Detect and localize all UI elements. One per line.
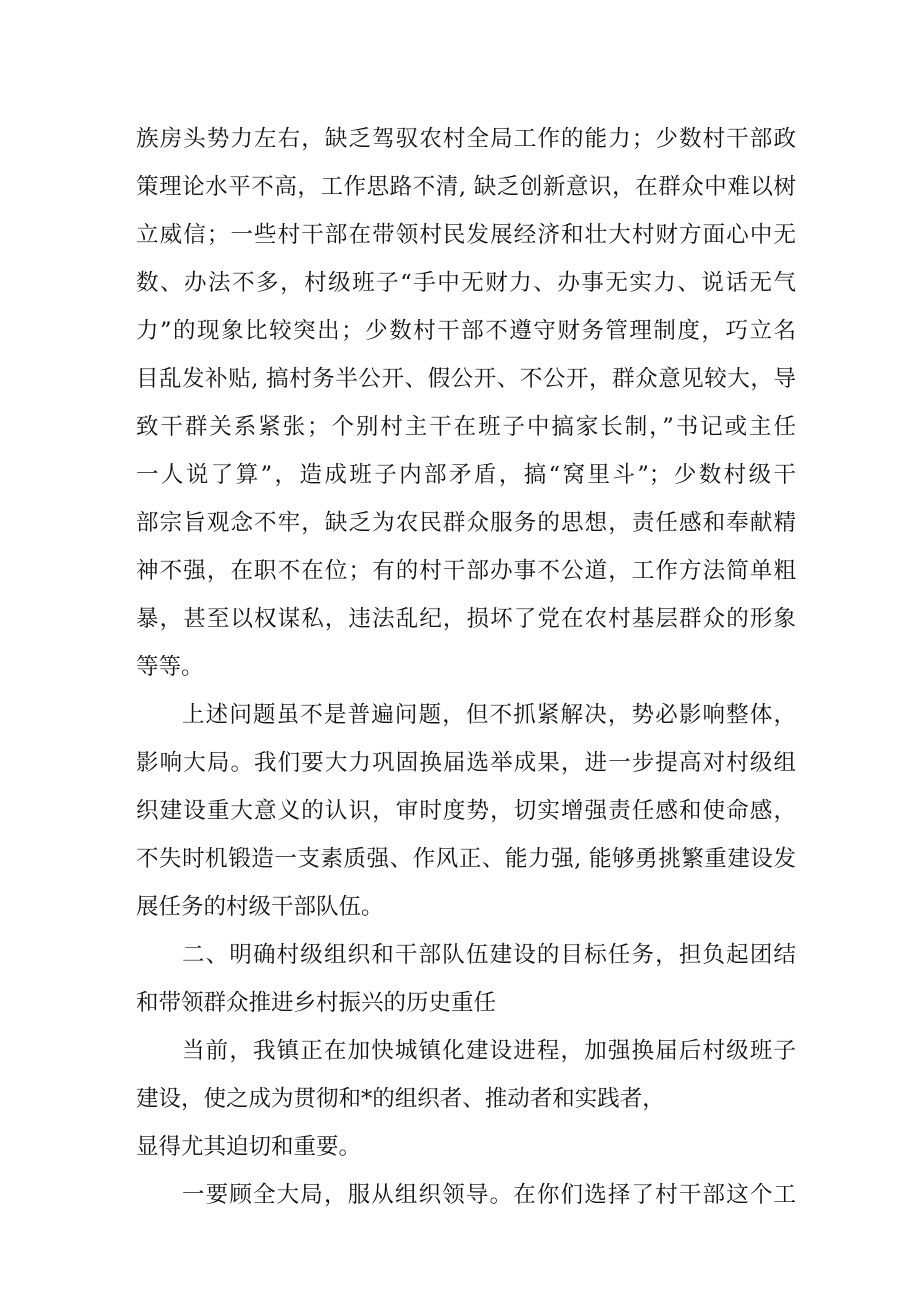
paragraph-line: 目乱发补贴, 搞村务半公开、假公开、不公开，群众意见较大，导 <box>136 366 796 392</box>
paragraph-line: 神不强，在职不在位；有的村干部办事不公道，工作方法简单粗 <box>136 558 796 584</box>
paragraph <box>136 691 796 931</box>
paragraph-line: 立威信；一些村干部在带领村民发展经济和壮大村财方面心中无 <box>136 222 796 248</box>
paragraph-line: 展任务的村级干部队伍。 <box>136 894 384 920</box>
paragraph-continued <box>136 115 796 691</box>
paragraph-line: 数、办法不多，村级班子“手中无财力、办事无实力、说话无气 <box>136 270 796 296</box>
document-body <box>136 115 796 1219</box>
paragraph-line: 等等。 <box>136 654 204 680</box>
paragraph-line: 部宗旨观念不牢，缺乏为农民群众服务的思想，责任感和奉献精 <box>136 510 796 536</box>
paragraph-line: 一人说了算”，造成班子内部矛盾，搞“窝里斗”；少数村级干 <box>136 462 796 488</box>
heading-line: 和带领群众推进乡村振兴的历史重任 <box>136 990 497 1016</box>
paragraph-line: 一要顾全大局，服从组织领导。在你们选择了村干部这个工 <box>182 1182 796 1208</box>
heading-line: 二、明确村级组织和干部队伍建设的目标任务，担负起团结 <box>182 942 796 968</box>
paragraph-line: 建设，使之成为贯彻和*的组织者、推动者和实践者， <box>136 1086 665 1112</box>
paragraph-line: 致干群关系紧张；个别村主干在班子中搞家长制，”书记或主任 <box>136 414 796 440</box>
paragraph-line: 织建设重大意义的认识，审时度势，切实增强责任感和使命感， <box>136 798 796 824</box>
paragraph-line: 族房头势力左右，缺乏驾驭农村全局工作的能力；少数村干部政 <box>136 126 796 152</box>
paragraph <box>136 1171 796 1219</box>
paragraph-line: 显得尤其迫切和重要。 <box>136 1134 362 1160</box>
paragraph-line: 影响大局。我们要大力巩固换届选举成果，进一步提高对村级组 <box>136 750 796 776</box>
paragraph-line: 力”的现象比较突出；少数村干部不遵守财务管理制度，巧立名 <box>136 318 796 344</box>
paragraph-line: 策理论水平不高，工作思路不清, 缺乏创新意识，在群众中难以树 <box>136 174 796 200</box>
paragraph <box>136 1027 796 1171</box>
paragraph-line: 不失时机锻造一支素质强、作风正、能力强, 能够勇挑繁重建设发 <box>136 846 796 872</box>
paragraph-line: 上述问题虽不是普遍问题，但不抓紧解决，势必影响整体， <box>182 702 796 728</box>
paragraph-line: 暴，甚至以权谋私，违法乱纪，损坏了党在农村基层群众的形象 <box>136 606 796 632</box>
paragraph-line: 当前，我镇正在加快城镇化建设进程，加强换届后村级班子 <box>182 1038 796 1064</box>
section-heading <box>136 931 796 1027</box>
